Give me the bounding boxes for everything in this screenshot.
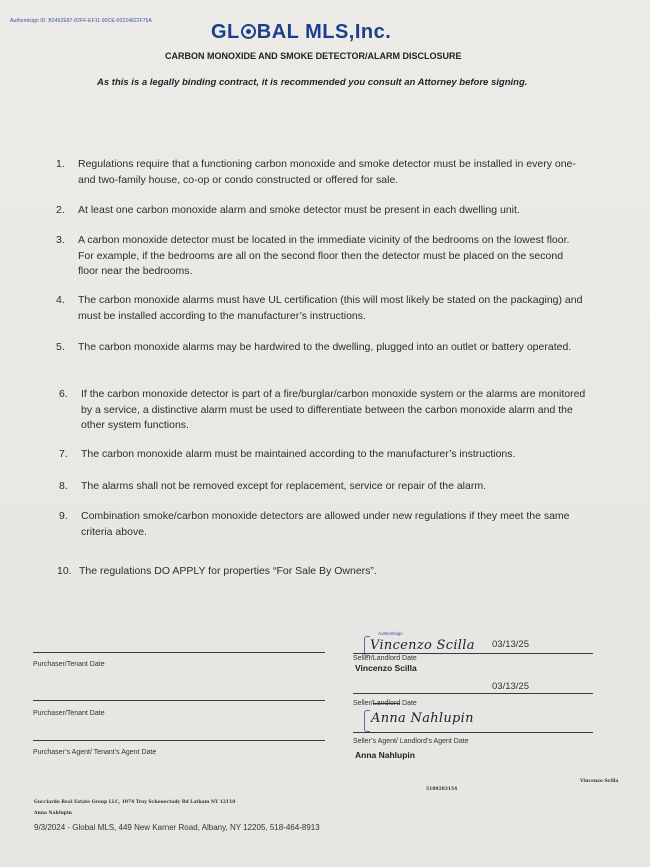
purchaser-signature-line-2[interactable] <box>33 700 325 701</box>
purchaser-tenant-label: Purchaser/Tenant Date <box>33 661 105 668</box>
seller-sign-date: 03/13/25 <box>492 639 529 650</box>
item-text: The carbon monoxide alarms must have UL certification (this will most likely be stated on the packaging) and must be installed according to the manufacturer’s instructions. <box>78 294 583 322</box>
item-number: 5. <box>56 341 65 353</box>
seller2-label-struck: Landlord <box>372 700 401 707</box>
item-text: If the carbon monoxide detector is part of a fire/burglar/carbon monoxide system or the alarms are monitored by a service, a distinctive alarm must be used to differentiate between the carbon monoxide alarm and the other system functions. <box>81 388 586 431</box>
seller-agent-label: Seller’s Agent/ Landlord’s Agent Date <box>353 738 469 745</box>
purchaser-tenant-label-2: Purchaser/Tenant Date <box>33 710 105 717</box>
corner-name: Vincenzo Scilla <box>580 779 619 784</box>
globe-icon <box>241 24 256 39</box>
item-text: The carbon monoxide alarm must be maintained according to the manufacturer’s instructions. <box>81 448 516 460</box>
seller2-sign-date: 03/13/25 <box>492 681 529 692</box>
document-title: CARBON MONOXIDE AND SMOKE DETECTOR/ALARM DISCLOSURE <box>165 51 462 61</box>
item-number: 7. <box>59 448 68 460</box>
seller2-label-suffix: Date <box>400 700 417 707</box>
purchaser-signature-line[interactable] <box>33 652 325 653</box>
page-footer: 9/3/2024 - Global MLS, 449 New Karner Road, Albany, NY 12205, 518-464-8913 <box>34 823 320 832</box>
item-number: 10. <box>57 565 72 577</box>
item-text: At least one carbon monoxide alarm and smoke detector must be present in each dwelling unit. <box>78 204 520 216</box>
seller2-label-prefix: Seller/ <box>353 700 373 707</box>
seller-agent-signature-line[interactable] <box>353 732 593 733</box>
global-mls-logo <box>211 21 391 44</box>
item-number: 6. <box>59 388 68 400</box>
item-text: Regulations require that a functioning carbon monoxide and smoke detector must be installed in every one- and two-family house, co-op or condo constructed or offered for sale. <box>78 158 576 186</box>
item-text: Combination smoke/carbon monoxide detectors are allowed under new regulations if they meet the same criteria above. <box>81 510 570 538</box>
item-text: The alarms shall not be removed except for replacement, service or repair of the alarm. <box>81 480 487 492</box>
seller-agent-signature: Anna Nahlupin <box>371 711 474 726</box>
seller-signature-line[interactable] <box>353 653 593 654</box>
item-number: 8. <box>59 480 68 492</box>
seller2-signature-line[interactable] <box>353 693 593 694</box>
purchaser-agent-label: Purchaser’s Agent/ Tenant’s Agent Date <box>33 749 157 756</box>
seller-landlord-label: Seller/Landlord Date <box>353 655 417 662</box>
seller2-label <box>353 700 417 707</box>
item-number: 3. <box>56 234 65 246</box>
item-text: The regulations DO APPLY for properties “For Sale By Owners”. <box>79 565 377 577</box>
phone-code: 5189283154 <box>426 787 458 792</box>
purchaser-agent-signature-line[interactable] <box>33 740 325 741</box>
item-text: The carbon monoxide alarms may be hardwired to the dwelling, plugged into an outlet or battery operated. <box>78 341 572 353</box>
item-text: A carbon monoxide detector must be located in the immediate vicinity of the bedrooms on the lowest floor. For example, if the bedrooms are all on the second floor then the detector must be placed on the second floor near the bedrooms. <box>78 234 570 277</box>
brokerage-agent: Anna Nahlupin <box>34 811 72 816</box>
seller-signature: Vincenzo Scilla <box>370 638 475 653</box>
seller-agent-name: Anna Nahlupin <box>355 750 415 760</box>
item-number: 1. <box>56 158 65 170</box>
authentisign-id: Authentisign ID: B2452E87-82FF-EF11-90CE-00224822F75A <box>10 18 152 24</box>
item-number: 9. <box>59 510 68 522</box>
authentisign-tag: Authentisign <box>378 631 403 636</box>
brokerage-address: Gucciardo Real Estate Group LLC, 1074 Troy Schenectady Rd Latham NY 12110 <box>34 800 236 805</box>
signature-bracket-2 <box>364 710 370 732</box>
item-number: 4. <box>56 294 65 306</box>
legal-notice: As this is a legally binding contract, it is recommended you consult an Attorney before signing. <box>97 77 528 88</box>
logo-text-left: GL <box>211 21 240 43</box>
item-number: 2. <box>56 204 65 216</box>
seller-name: Vincenzo Scilla <box>355 663 417 673</box>
logo-text-right: BAL MLS,Inc. <box>256 21 392 43</box>
